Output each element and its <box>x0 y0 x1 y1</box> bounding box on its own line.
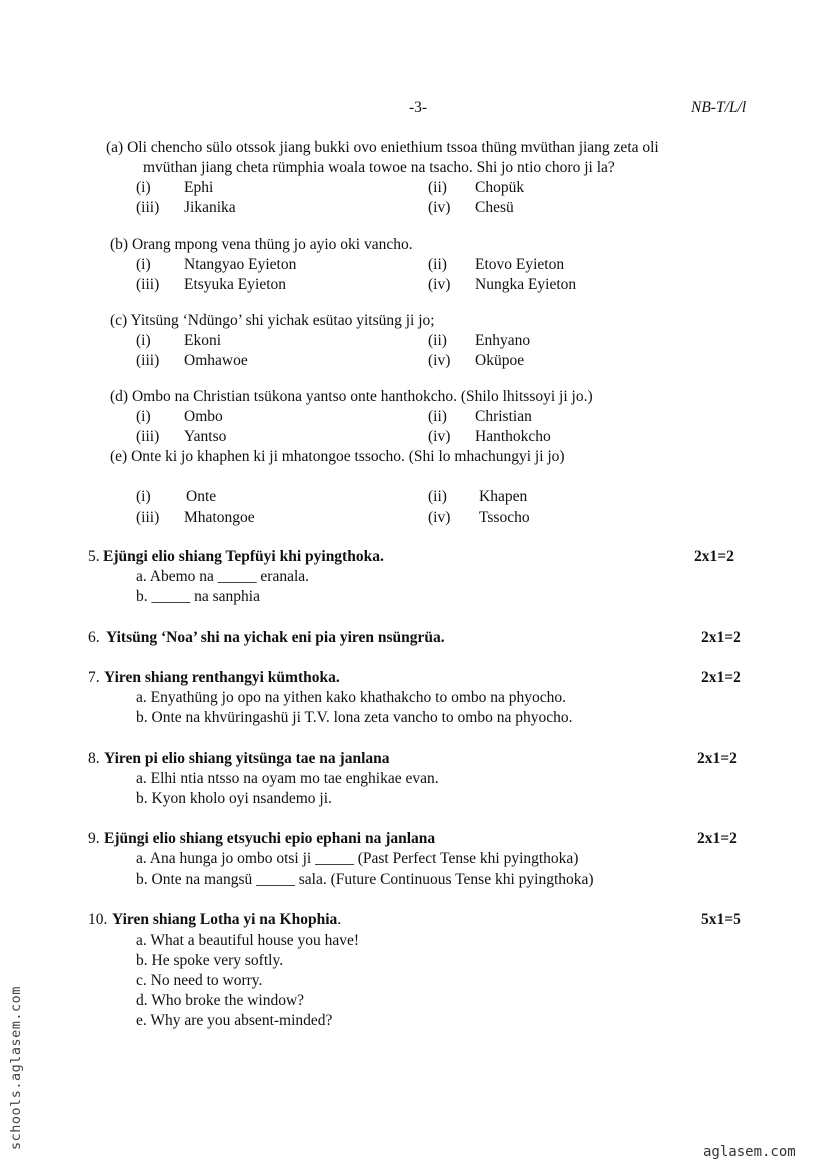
q8-item-a: a. Elhi ntia ntsso na oyam mo tae enghikae evan. <box>136 770 439 787</box>
q4a-opt2-num: (ii) <box>428 179 447 196</box>
q4a-opt4-text: Chesü <box>475 199 514 216</box>
q5-number: 5. <box>88 548 100 565</box>
q7-number: 7. <box>88 669 100 686</box>
q10-item-e: e. Why are you absent-minded? <box>136 1012 333 1029</box>
q4d-opt2-num: (ii) <box>428 408 447 425</box>
q4a-opt1-num: (i) <box>136 179 151 196</box>
q4b-opt3-text: Etsyuka Eyieton <box>184 276 287 293</box>
q10-title-period: . <box>337 911 342 928</box>
q9-title: Ejüngi elio shiang etsyuchi epio ephani na janlana <box>104 830 436 847</box>
q4c-opt1-num: (i) <box>136 332 151 349</box>
q4e-opt3-text: Mhatongoe <box>184 509 255 526</box>
q4e-opt2-num: (ii) <box>428 488 447 505</box>
q10-number: 10. <box>88 911 108 928</box>
q4c-opt4-text: Oküpoe <box>475 352 525 369</box>
q4e-stem: (e) Onte ki jo khaphen ki ji mhatongoe tssocho. (Shi lo mhachungyi ji jo) <box>110 448 565 465</box>
q4b-opt2-text: Etovo Eyieton <box>475 256 565 273</box>
q4b-opt1-text: Ntangyao Eyieton <box>184 256 297 273</box>
q8-marks: 2x1=2 <box>697 750 737 767</box>
q7-marks: 2x1=2 <box>701 669 741 686</box>
q4b-stem: (b) Orang mpong vena thüng jo ayio oki vancho. <box>110 236 413 253</box>
q7-item-a: a. Enyathüng jo opo na yithen kako khathakcho to ombo na phyocho. <box>136 689 567 706</box>
q4e-opt4-text: Tssocho <box>479 509 530 526</box>
q4a-opt2-text: Chopük <box>475 179 525 196</box>
q4d-opt1-num: (i) <box>136 408 151 425</box>
q10-item-c: c. No need to worry. <box>136 972 263 989</box>
side-watermark: schools.aglasem.com <box>8 986 24 1150</box>
q4e-opt2-text: Khapen <box>479 488 528 505</box>
q10-title-wrap <box>112 911 341 929</box>
q4c-opt1-text: Ekoni <box>184 332 222 349</box>
q4b-opt4-num: (iv) <box>428 276 451 293</box>
q8-number: 8. <box>88 750 100 767</box>
q4d-opt3-num: (iii) <box>136 428 160 445</box>
q4c-opt4-num: (iv) <box>428 352 451 369</box>
q4a-opt1-text: Ephi <box>184 179 214 196</box>
page-number: -3- <box>409 99 428 116</box>
q4b-opt4-text: Nungka Eyieton <box>475 276 577 293</box>
q4c-stem: (c) Yitsüng ‘Ndüngo’ shi yichak esütao yitsüng ji jo; <box>110 312 435 329</box>
q9-item-b: b. Onte na mangsü _____ sala. (Future Continuous Tense khi pyingthoka) <box>136 871 594 888</box>
q10-item-a: a. What a beautiful house you have! <box>136 932 360 949</box>
q4c-opt3-text: Omhawoe <box>184 352 248 369</box>
q9-item-a: a. Ana hunga jo ombo otsi ji _____ (Past Perfect Tense khi pyingthoka) <box>136 850 579 867</box>
q5-item-a: a. Abemo na _____ eranala. <box>136 568 310 585</box>
q9-number: 9. <box>88 830 100 847</box>
q10-marks: 5x1=5 <box>701 911 741 928</box>
q4a-stem-line2: mvüthan jiang cheta rümphia woala towoe na tsacho. Shi jo ntio choro ji la? <box>143 159 615 176</box>
q4e-opt4-num: (iv) <box>428 509 451 526</box>
q6-number: 6. <box>88 629 100 646</box>
q4c-opt3-num: (iii) <box>136 352 160 369</box>
q4c-opt2-text: Enhyano <box>475 332 531 349</box>
q4e-opt3-num: (iii) <box>136 509 160 526</box>
paper-code: NB-T/L/l <box>691 99 747 116</box>
q6-marks: 2x1=2 <box>701 629 741 646</box>
q5-marks: 2x1=2 <box>694 548 734 565</box>
q4d-opt2-text: Christian <box>475 408 532 425</box>
q9-marks: 2x1=2 <box>697 830 737 847</box>
q4d-stem: (d) Ombo na Christian tsükona yantso onte hanthokcho. (Shilo lhitssoyi ji jo.) <box>110 388 593 405</box>
q4a-opt3-num: (iii) <box>136 199 160 216</box>
q7-title: Yiren shiang renthangyi kümthoka. <box>104 669 340 686</box>
q10-title: Yiren shiang Lotha yi na Khophia <box>112 911 338 928</box>
q10-item-d: d. Who broke the window? <box>136 992 305 1009</box>
q5-title: Ejüngi elio shiang Tepfüyi khi pyingthoka. <box>103 548 384 565</box>
bottom-watermark: aglasem.com <box>703 1144 796 1160</box>
q4d-opt3-text: Yantso <box>184 428 227 445</box>
q4d-opt4-text: Hanthokcho <box>475 428 551 445</box>
q4c-opt2-num: (ii) <box>428 332 447 349</box>
q4b-opt3-num: (iii) <box>136 276 160 293</box>
q4a-opt3-text: Jikanika <box>184 199 236 216</box>
q7-item-b: b. Onte na khvüringashü ji T.V. lona zeta vancho to ombo na phyocho. <box>136 709 573 726</box>
q10-item-b: b. He spoke very softly. <box>136 952 284 969</box>
q4e-opt1-num: (i) <box>136 488 151 505</box>
q4d-opt4-num: (iv) <box>428 428 451 445</box>
q4a-stem-line1: (a) Oli chencho sülo otssok jiang bukki ovo eniethium tssoa thüng mvüthan jiang zeta oli <box>106 139 659 156</box>
q4d-opt1-text: Ombo <box>184 408 223 425</box>
q6-title: Yitsüng ‘Noa’ shi na yichak eni pia yiren nsüngrüa. <box>106 629 445 646</box>
q4b-opt2-num: (ii) <box>428 256 447 273</box>
q4a-opt4-num: (iv) <box>428 199 451 216</box>
q8-item-b: b. Kyon kholo oyi nsandemo ji. <box>136 790 332 807</box>
q4b-opt1-num: (i) <box>136 256 151 273</box>
q5-item-b: b. _____ na sanphia <box>136 588 260 605</box>
q8-title: Yiren pi elio shiang yitsünga tae na janlana <box>104 750 390 767</box>
q4e-opt1-text: Onte <box>186 488 217 505</box>
